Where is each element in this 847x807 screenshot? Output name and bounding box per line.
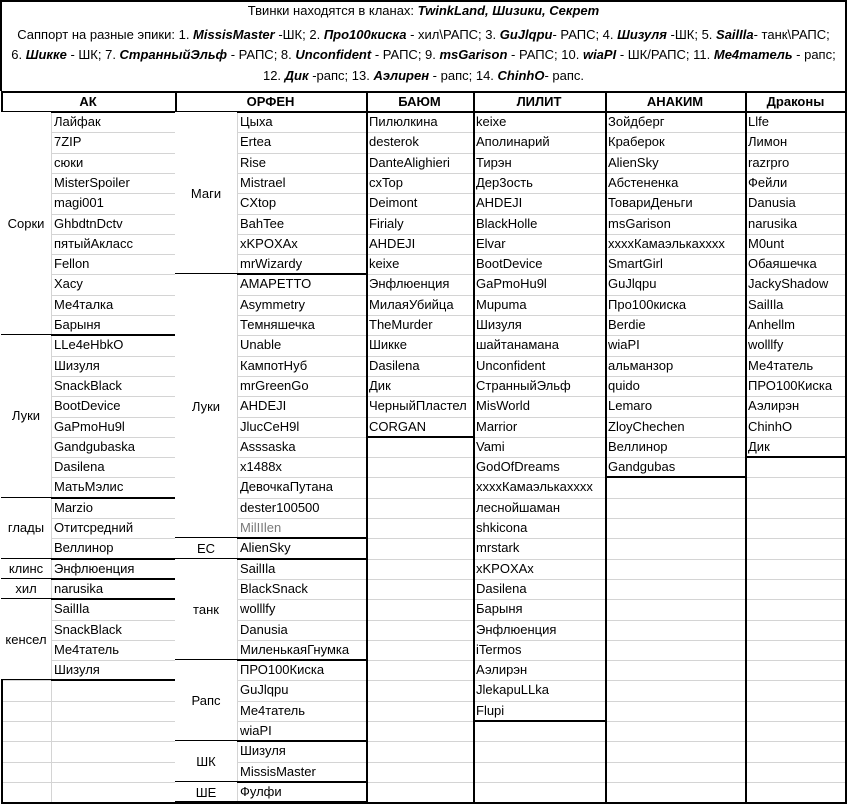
ak-member: Отитсредний <box>54 520 134 535</box>
ak-group-label: Луки <box>1 335 51 497</box>
support-name: Дик <box>284 68 309 83</box>
anakim-member: msGarison <box>608 215 671 231</box>
anakim-member: Про100киска <box>608 296 687 312</box>
support-name: Шизуля <box>617 27 667 42</box>
grid-line <box>1 782 846 783</box>
baium-member: desterok <box>369 134 419 150</box>
baium-member: keixe <box>369 256 400 272</box>
support-name: Про100киска <box>323 27 407 42</box>
baium-member: Firialy <box>369 215 404 231</box>
support-line-2 <box>1 45 846 65</box>
orfen-member: Danusia <box>240 621 288 637</box>
support-text: - рапс. <box>544 68 585 83</box>
orfen-member: Ertea <box>240 134 272 150</box>
ak-group-label: клинс <box>1 559 51 579</box>
dragons-member: JackyShadow <box>748 276 829 292</box>
ak-member: 7ZIP <box>54 134 82 150</box>
dragons-member: wolllfy <box>748 337 784 353</box>
ak-member: BootDevice <box>54 398 121 414</box>
border <box>175 801 366 803</box>
orfen-member: Цыха <box>240 114 273 129</box>
lilith-member: shkicona <box>476 520 528 535</box>
support-name: Unconfident <box>295 47 372 62</box>
baium-member: CORGAN <box>369 418 427 434</box>
ak-member: SnackBlack <box>54 621 122 637</box>
support-line-3 <box>1 66 846 86</box>
orfen-group-label: ЕС <box>175 538 237 558</box>
border <box>0 0 847 2</box>
ak-group-label: хил <box>1 579 51 599</box>
orfen-member: Rise <box>240 154 267 170</box>
baium-member: AHDEJI <box>369 235 416 251</box>
ak-member: SnackBlack <box>54 377 122 393</box>
orfen-member: Фулфи <box>240 783 282 799</box>
anakim-member: Berdie <box>608 317 646 332</box>
ak-member: Барыня <box>54 317 101 332</box>
support-name: Аэлирен <box>373 68 430 83</box>
col-anakim: АНАКИМ <box>646 94 704 109</box>
support-name: msGarison <box>439 47 508 62</box>
orfen-member: Шизуля <box>240 743 286 759</box>
dragons-member: razrpro <box>748 154 790 170</box>
orfen-member: Asssaska <box>240 438 296 454</box>
anakim-member: Gandgubas <box>608 459 676 475</box>
lilith-member: Flupi <box>476 702 505 718</box>
orfen-member: mrWizardy <box>240 256 303 272</box>
lilith-member: mrstark <box>476 540 520 556</box>
dragons-member: Ме4татель <box>748 357 814 373</box>
baium-member: ЧерныйПластел <box>369 398 467 414</box>
orfen-member: MilIIlen <box>240 520 282 535</box>
baium-member: Шикке <box>369 337 407 353</box>
orfen-member: mrGreenGo <box>240 377 309 393</box>
orfen-group-label: ШК <box>175 741 237 782</box>
orfen-member: ДевочкаПутана <box>240 479 334 495</box>
support-line-1 <box>1 25 846 45</box>
ak-member: МатьМэлис <box>54 479 124 495</box>
anakim-member: GuJlqpu <box>608 276 657 292</box>
ak-member: Шизуля <box>54 357 100 373</box>
orfen-group-label: Рапс <box>175 660 237 741</box>
orfen-member: BlackSnack <box>240 580 308 596</box>
grid-line <box>1 721 846 722</box>
clan-names: TwinkLand, Шизики, Секрет <box>417 3 600 18</box>
support-text: - РАПС; 4. <box>552 27 618 42</box>
baium-member: Dasilena <box>369 357 420 373</box>
support-text: -ШК; 2. <box>274 27 324 42</box>
orfen-member: Asymmetry <box>240 296 305 312</box>
lilith-member: BlackHolle <box>476 215 538 231</box>
lilith-member: Шизуля <box>476 317 522 332</box>
dragons-member: ПРО100Киска <box>748 377 833 393</box>
col-dragons: Драконы <box>766 94 825 109</box>
border <box>0 0 2 91</box>
anakim-member: xxxxКамаэлькаxxxx <box>608 235 725 251</box>
orfen-member: КампотНуб <box>240 357 308 373</box>
ak-member: сюки <box>54 154 84 170</box>
border <box>51 679 175 681</box>
orfen-member: Темняшечка <box>240 317 315 332</box>
lilith-member: Marrior <box>476 418 518 434</box>
ak-member: magi001 <box>54 195 104 211</box>
orfen-member: SailIla <box>240 560 276 576</box>
dragons-member: Дик <box>748 438 770 454</box>
dragons-member: Llfe <box>748 114 769 129</box>
support-text: - танк\РАПС; <box>753 27 830 42</box>
lilith-member: xKPOXAx <box>476 560 534 576</box>
col-lilith: ЛИЛИТ <box>516 94 562 109</box>
orfen-group-label: Маги <box>175 112 237 274</box>
ak-member: MisterSpoiler <box>54 174 130 190</box>
dragons-member: Обаяшечка <box>748 256 817 272</box>
anakim-member: Зойдберг <box>608 114 665 129</box>
dragons-member: Лимон <box>748 134 788 150</box>
border <box>366 436 473 438</box>
ak-member: Me4татель <box>54 641 120 657</box>
lilith-member: Dasilena <box>476 580 527 596</box>
grid-line <box>1 762 846 763</box>
baium-member: Дик <box>369 377 391 393</box>
orfen-member: Unable <box>240 337 282 353</box>
ak-member: narusika <box>54 580 104 596</box>
lilith-member: GaPmoHu9l <box>476 276 547 292</box>
baium-member: Энфлюенция <box>369 276 450 292</box>
ak-group-label: глады <box>1 498 51 559</box>
lilith-member: леснойшаман <box>476 499 560 515</box>
lilith-member: СтранныйЭльф <box>476 377 571 393</box>
ak-member: Gandgubaska <box>54 438 135 454</box>
ak-member: Веллинор <box>54 540 114 556</box>
ak-member: Fellon <box>54 256 90 272</box>
support-text: -рапс; 13. <box>308 68 374 83</box>
orfen-member: AlienSky <box>240 540 291 556</box>
lilith-member: Vami <box>476 438 505 454</box>
anakim-member: Абстененка <box>608 174 679 190</box>
support-text: 6. <box>11 47 26 62</box>
support-text: Саппорт на разные эпики: 1. <box>17 27 194 42</box>
ak-group-label: кенсел <box>1 599 51 680</box>
support-text: - РАПС; 8. <box>227 47 296 62</box>
dragons-member: Danusia <box>748 195 796 211</box>
dragons-member: narusika <box>748 215 798 231</box>
support-name: GuJlqpu <box>499 27 553 42</box>
support-name: ChinhO <box>497 68 545 83</box>
orfen-member: AHDEJI <box>240 398 287 414</box>
orfen-member: Mistrael <box>240 174 286 190</box>
orfen-group-label: ШЕ <box>175 782 237 802</box>
ak-member: Лайфак <box>54 114 101 129</box>
support-text: - РАПС; 9. <box>371 47 440 62</box>
orfen-member: xKPOXAx <box>240 235 298 251</box>
baium-member: TheMurder <box>369 317 433 332</box>
support-text: -ШК; 5. <box>666 27 717 42</box>
baium-member: DanteAlighieri <box>369 154 450 170</box>
orfen-member: wolllfy <box>240 601 276 617</box>
ak-member: SailIla <box>54 601 90 617</box>
baium-member: Deimont <box>369 195 418 211</box>
ak-member: пятыйАкласс <box>54 235 133 251</box>
lilith-member: Unconfident <box>476 357 546 373</box>
orfen-member: CXtop <box>240 195 277 211</box>
col-orfen: ОРФЕН <box>246 94 295 109</box>
lilith-member: iTermos <box>476 641 522 657</box>
orfen-member: JlucCeH9l <box>240 418 300 434</box>
support-text: 12. <box>262 68 285 83</box>
lilith-member: Барыня <box>476 601 523 617</box>
dragons-member: M0unt <box>748 235 785 251</box>
anakim-member: quido <box>608 377 640 393</box>
support-text: - ШК; 7. <box>66 47 120 62</box>
lilith-member: Энфлюенция <box>476 621 557 637</box>
ak-member: GhbdtnDctv <box>54 215 123 231</box>
lilith-member: Аполинарий <box>476 134 550 150</box>
dragons-member: SailIla <box>748 296 784 312</box>
anakim-member: альманзор <box>608 357 674 373</box>
ak-member: Ме4талка <box>54 296 114 312</box>
support-name: Шикке <box>25 47 67 62</box>
border <box>1 802 846 804</box>
support-name: wiaPI <box>582 47 617 62</box>
anakim-member: ZloyChechen <box>608 418 685 434</box>
support-text: - рапс; <box>792 47 836 62</box>
anakim-member: wiaPI <box>608 337 640 353</box>
support-name: MissisMaster <box>193 27 275 42</box>
border <box>605 476 745 478</box>
anakim-member: Веллинор <box>608 438 668 454</box>
col-baium: БАЮМ <box>398 94 441 109</box>
support-text: - хил\РАПС; 3. <box>406 27 500 42</box>
baium-member: cxTop <box>369 174 403 190</box>
anakim-member: ТовариДеньги <box>608 195 693 211</box>
ak-member: Шизуля <box>54 662 100 678</box>
border <box>473 720 605 722</box>
ak-group-label: Сорки <box>1 112 51 335</box>
lilith-member: Тирэн <box>476 154 512 170</box>
border <box>1 91 846 93</box>
lilith-member: шайтанамана <box>476 337 559 353</box>
col-ak: АК <box>79 94 97 109</box>
support-text: - рапс; 14. <box>429 68 498 83</box>
support-name: Me4mameль <box>713 47 793 62</box>
grid-line <box>1 701 846 702</box>
lilith-member: MisWorld <box>476 398 530 414</box>
lilith-member: BootDevice <box>476 256 543 272</box>
orfen-group-label: Луки <box>175 274 237 538</box>
orfen-member: dester100500 <box>240 499 320 515</box>
ak-member: LLe4eHbkO <box>54 337 124 353</box>
orfen-member: Me4татель <box>240 702 306 718</box>
support-text: - РАПС; 10. <box>507 47 583 62</box>
ak-member: GaPmoHu9l <box>54 418 125 434</box>
lilith-member: keixe <box>476 114 507 129</box>
dragons-member: Anhellm <box>748 317 795 332</box>
title-prefix: Твинки находятся в кланах: <box>247 3 418 18</box>
ak-member: Marzio <box>54 499 94 515</box>
orfen-member: x1488x <box>240 459 282 475</box>
lilith-member: Mupuma <box>476 296 527 312</box>
orfen-member: BahTee <box>240 215 285 231</box>
support-text: - ШК/РАПС; 11. <box>616 47 714 62</box>
orfen-member: GuJlqpu <box>240 682 289 698</box>
dragons-member: Аэлирэн <box>748 398 800 414</box>
orfen-member: MissisMaster <box>240 763 316 779</box>
baium-member: Пилюлкина <box>369 114 438 129</box>
lilith-member: GodOfDreams <box>476 459 560 475</box>
dragons-member: ChinhO <box>748 418 793 434</box>
ak-member: Хасу <box>54 276 83 292</box>
anakim-member: Краберок <box>608 134 665 150</box>
grid-line <box>1 741 846 742</box>
lilith-member: Elvar <box>476 235 506 251</box>
title-row <box>1 1 846 21</box>
orfen-member: МиленькаяГнумка <box>240 641 350 657</box>
border <box>745 456 846 458</box>
baium-member: МилаяУбийца <box>369 296 454 312</box>
lilith-member: JlekapuLLka <box>476 682 549 698</box>
support-name: SailIla <box>716 27 754 42</box>
ak-member: Dasilena <box>54 459 105 475</box>
orfen-member: ПРО100Киска <box>240 662 325 678</box>
lilith-member: xxxxКамаэлькаxxxx <box>476 479 593 495</box>
orfen-member: AMAPETTO <box>240 276 312 292</box>
anakim-member: Lemaro <box>608 398 653 414</box>
dragons-member: Фейли <box>748 174 788 190</box>
orfen-member: wiaPI <box>240 723 272 738</box>
anakim-member: AlienSky <box>608 154 659 170</box>
lilith-member: AHDEJI <box>476 195 523 211</box>
support-name: СтранныйЭльф <box>119 47 228 62</box>
ak-member: Энфлюенция <box>54 560 135 576</box>
anakim-member: SmartGirl <box>608 256 663 272</box>
lilith-member: Аэлирэн <box>476 662 528 678</box>
orfen-group-label: танк <box>175 559 237 661</box>
lilith-member: Дер3ость <box>476 174 533 190</box>
